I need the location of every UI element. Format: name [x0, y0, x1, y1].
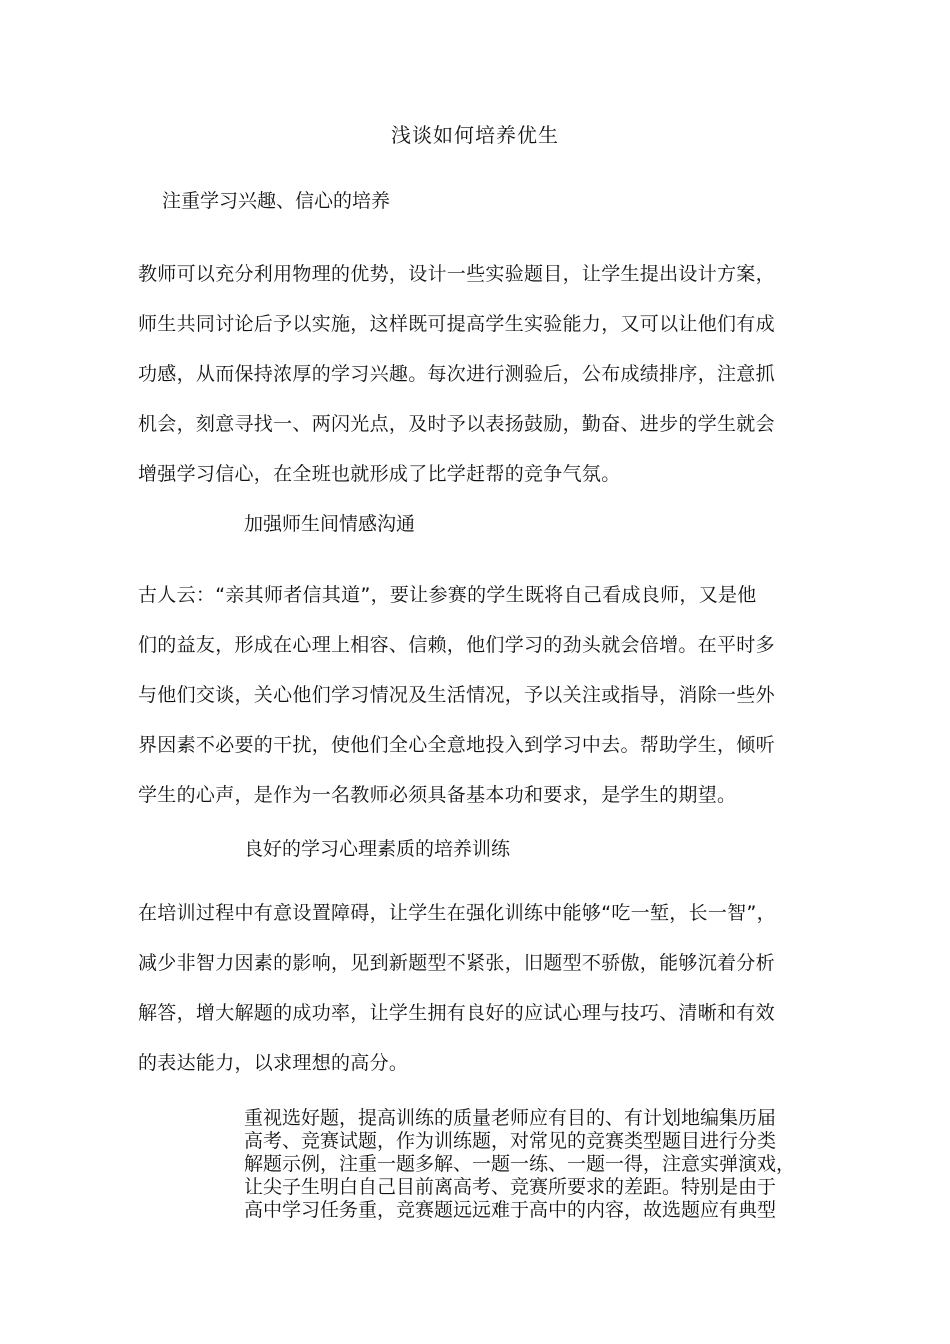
document-title: 浅谈如何培养优生	[391, 123, 559, 147]
paragraph-line: 重视选好题，提高训练的质量老师应有目的、有计划地编集历届	[244, 1107, 777, 1129]
paragraph-line: 增强学习信心，在全班也就形成了比学赶帮的竞争气氛。	[138, 463, 621, 485]
paragraph-line: 与他们交谈，关心他们学习情况及生活情况，予以关注或指导，消除一些外	[138, 684, 775, 706]
paragraph-line: 高考、竞赛试题，作为训练题，对常见的竞赛类型题目进行分类	[244, 1130, 777, 1152]
section-heading-interest: 注重学习兴趣、信心的培养	[162, 190, 391, 212]
section-heading-communication: 加强师生间情感沟通	[244, 513, 416, 535]
paragraph-line: 古人云：“亲其师者信其道”，要让参赛的学生既将自己看成良师，又是他	[138, 584, 757, 606]
section-heading-psychology: 良好的学习心理素质的培养训练	[244, 838, 511, 860]
paragraph-line: 师生共同讨论后予以实施，这样既可提高学生实验能力，又可以让他们有成	[138, 313, 775, 335]
paragraph-line: 高中学习任务重，竞赛题远远难于高中的内容，故选题应有典型	[244, 1199, 777, 1221]
paragraph-interest	[138, 259, 828, 509]
paragraph-line: 教师可以充分利用物理的优势，设计一些实验题目，让学生提出设计方案，	[138, 263, 775, 285]
paragraph-line: 的表达能力，以求理想的高分。	[138, 1052, 409, 1074]
paragraph-line: 界因素不必要的干扰，使他们全心全意地投入到学习中去。帮助学生，倾听	[138, 734, 775, 756]
paragraph-communication	[138, 580, 828, 830]
paragraph-line: 机会，刻意寻找一、两闪光点，及时予以表扬鼓励，勤奋、进步的学生就会	[138, 413, 775, 435]
paragraph-problem-selection	[244, 1107, 834, 1222]
paragraph-line: 解题示例，注重一题多解、一题一练、一题一得，注意实弹演戏，	[244, 1153, 796, 1175]
paragraph-line: 减少非智力因素的影响，见到新题型不紧张，旧题型不骄傲，能够沉着分析	[138, 952, 775, 974]
paragraph-line: 们的益友，形成在心理上相容、信赖，他们学习的劲头就会倍增。在平时多	[138, 634, 775, 656]
paragraph-line: 在培训过程中有意设置障碍，让学生在强化训练中能够“吃一堑，长一智”，	[138, 902, 776, 924]
paragraph-line: 学生的心声，是作为一名教师必须具备基本功和要求，是学生的期望。	[138, 784, 737, 806]
paragraph-line: 解答，增大解题的成功率，让学生拥有良好的应试心理与技巧、清晰和有效	[138, 1002, 775, 1024]
paragraph-line: 功感，从而保持浓厚的学习兴趣。每次进行测验后，公布成绩排序，注意抓	[138, 363, 775, 385]
paragraph-line: 让尖子生明白自己目前离高考、竞赛所要求的差距。特别是由于	[244, 1176, 777, 1198]
paragraph-psychology	[138, 898, 828, 1098]
